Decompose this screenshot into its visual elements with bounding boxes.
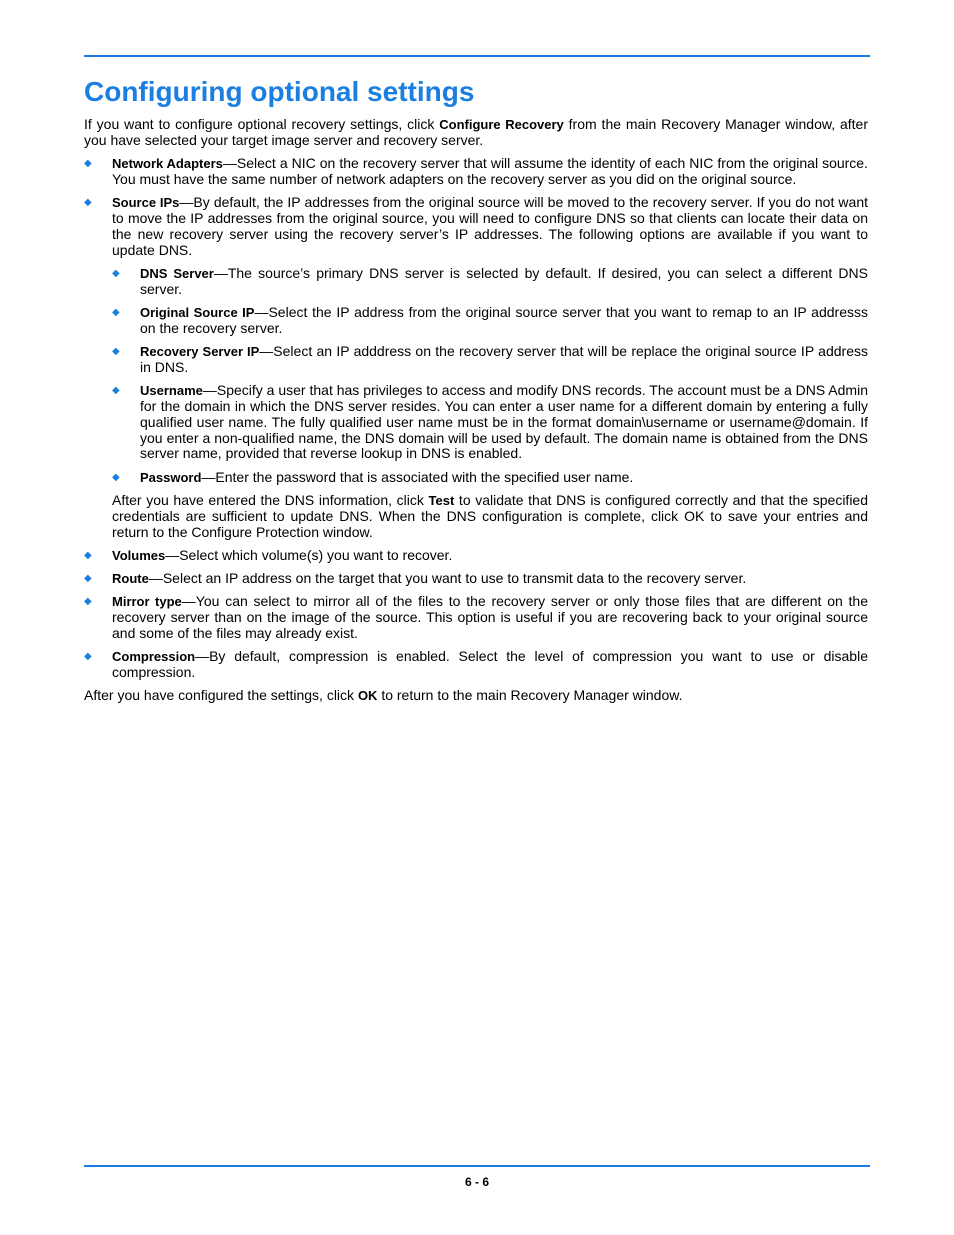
dns-note-paragraph: After you have entered the DNS information, click Test to validate that DNS is configured correctly and that the specified credentials are sufficient to update DNS. When the DNS configuration is complete, click OK to save your entries and return to the Configure Protection window. bbox=[112, 491, 868, 540]
test-keyword: Test bbox=[428, 492, 455, 508]
list-item: ◆ Network Adapters—Select a NIC on the recovery server that will assume the identity of each NIC from the original source. You must have the same number of network adapters on the recovery server as you did on the original source. bbox=[84, 155, 868, 187]
list-item: ◆ Route—Select an IP address on the target that you want to use to transmit data to the recovery server. bbox=[84, 570, 747, 587]
diamond-bullet-icon: ◆ bbox=[84, 158, 92, 170]
diamond-bullet-icon: ◆ bbox=[112, 267, 120, 279]
list-item: ◆ Original Source IP—Select the IP address from the original source server that you want to remap to an IP addresss on the recovery server. bbox=[112, 303, 868, 336]
diamond-bullet-icon: ◆ bbox=[84, 596, 92, 608]
diamond-bullet-icon: ◆ bbox=[84, 573, 92, 585]
list-item: ◆ Mirror type—You can select to mirror all of the files to the recovery server or only those files that are different on the recovery server than on the image of the source. This option is useful if you are recovering back to your original source and some of the files may already exist. bbox=[84, 593, 868, 642]
page-body bbox=[84, 117, 868, 712]
diamond-bullet-icon: ◆ bbox=[112, 306, 120, 318]
diamond-bullet-icon: ◆ bbox=[112, 346, 120, 358]
list-item: ◆ Username—Specify a user that has privileges to access and modify DNS records. The account must be a DNS Admin for the domain in which the DNS server resides. You can enter a user name for a different domain by entering a fully qualified user name. The fully qualified user name must be in the format domain\username or username@domain. If you enter a non-qualified name, the DNS domain will be used by default. The domain name is obtained from the DNS server name, provided that reverse lookup in DNS is enabled. bbox=[112, 382, 868, 462]
page-number: 6 - 6 bbox=[464, 1175, 489, 1189]
ok-keyword: OK bbox=[357, 688, 378, 704]
diamond-bullet-icon: ◆ bbox=[84, 197, 92, 209]
settings-list bbox=[84, 156, 868, 681]
intro-paragraph: If you want to configure optional recovery settings, click Configure Recovery from the main Recovery Manager window, after you have selected your target image server and recovery server. bbox=[84, 116, 868, 148]
diamond-bullet-icon: ◆ bbox=[112, 385, 120, 397]
closing-paragraph: After you have configured the settings, click OK to return to the main Recovery Manager window. bbox=[84, 687, 683, 704]
list-item: ◆ Compression—By default, compression is enabled. Select the level of compression you want to use or disable compression. bbox=[84, 648, 868, 681]
dns-options-list bbox=[112, 266, 868, 486]
list-item: ◆ Volumes—Select which volume(s) you want to recover. bbox=[84, 546, 453, 563]
diamond-bullet-icon: ◆ bbox=[84, 651, 92, 663]
header-rule bbox=[84, 55, 870, 57]
list-item: ◆ Password—Enter the password that is associated with the specified user name. bbox=[112, 468, 634, 485]
list-item: ◆ DNS Server—The source’s primary DNS server is selected by default. If desired, you can select a different DNS server. bbox=[112, 264, 868, 297]
intro-keyword: Configure Recovery bbox=[439, 117, 564, 132]
footer-rule bbox=[84, 1165, 870, 1167]
diamond-bullet-icon: ◆ bbox=[112, 471, 120, 483]
list-item: ◆ Recovery Server IP—Select an IP adddress on the recovery server that will be replace the original source IP address in DNS. bbox=[112, 343, 868, 375]
page-title: Configuring optional settings bbox=[84, 76, 475, 107]
list-item: ◆ Source IPs—By default, the IP addresses from the original source will be moved to the recovery server. If you do not want to move the IP addresses from the original source, you will need to configure DNS so that clients can locate their data on the new recovery server using the recovery server’s IP addresses. The following options are available if you want to update DNS. ◆ DNS Server—The source’s primary DNS server is selected by default. If desired, you can select a different DNS server. ◆ Original Source IP—Select the IP address from the original source server that you want to remap to an IP addresss on the recovery server. ◆ Recovery Server IP—Select an IP adddress on the recovery server that will be replace the original source IP address in DNS. ◆ Username—Specify a user that has privileges to access and modify DNS records. The account must be a DNS Admin for the domain in which the DNS server resides. You can enter a user name for a different domain by entering a fully qualified user name. The fully qualified user name must be in the format domain\username or username@domain. If you enter a non-qualified name, the DNS domain will be used by default. The domain name is obtained from the DNS server name, provided that reverse lookup in DNS is enabled. ◆ Password—Enter the password that is associated with the specified user name. After you have entered the DNS information, click Test to validate that DNS is configured correctly and that the specified credentials are sufficient to update DNS. When the DNS configuration is complete, click OK to save your entries and return to the Configure Protection window. bbox=[84, 194, 868, 540]
diamond-bullet-icon: ◆ bbox=[84, 549, 92, 561]
